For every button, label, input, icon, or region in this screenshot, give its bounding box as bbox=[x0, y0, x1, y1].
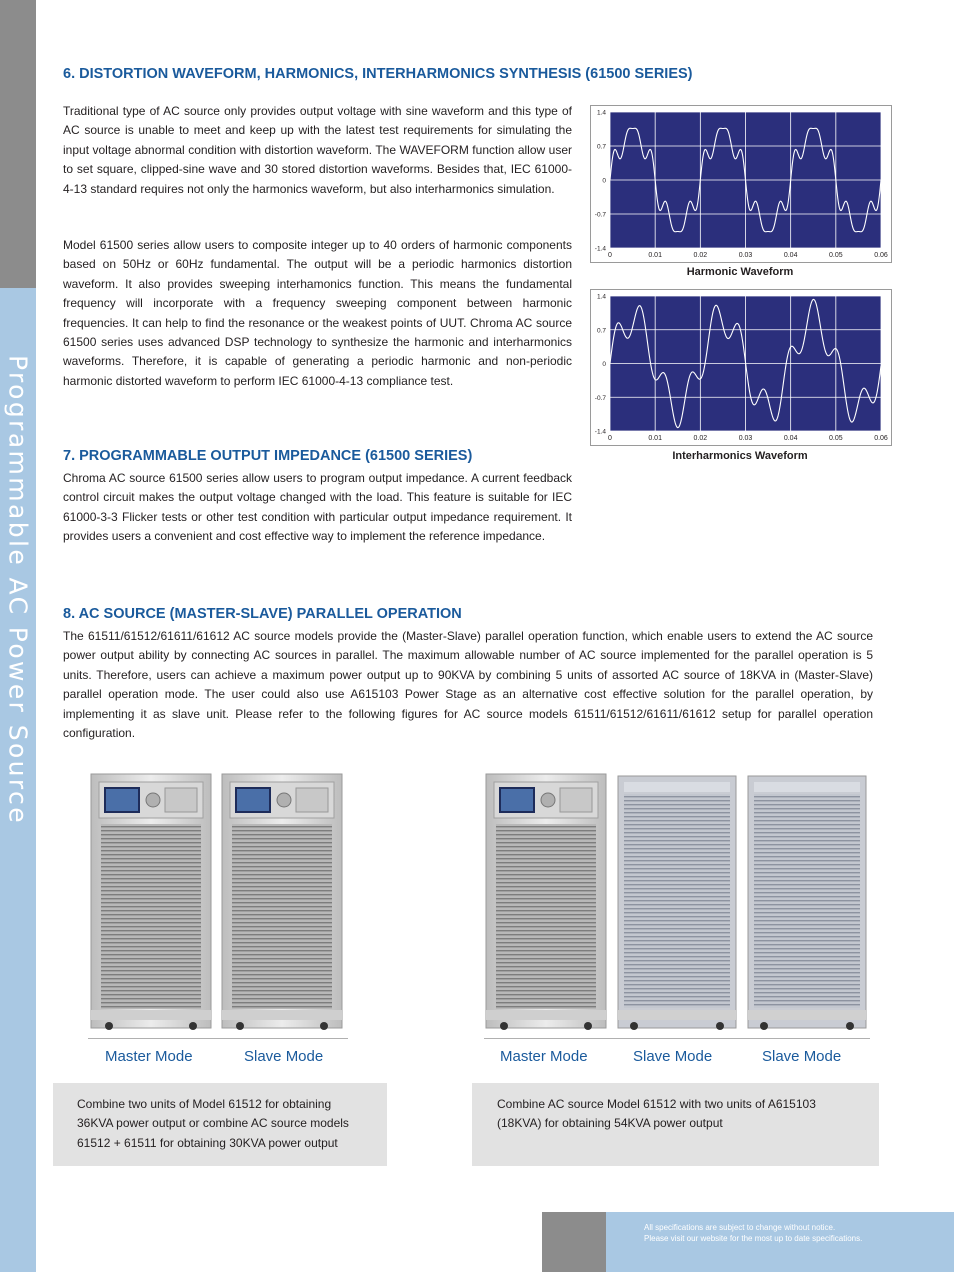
y-tick-label: 1.4 bbox=[596, 109, 606, 117]
left-slave-mode-label: Slave Mode bbox=[244, 1048, 324, 1065]
master-cabinet-right bbox=[486, 774, 606, 1030]
x-tick-label: 0.03 bbox=[738, 435, 753, 442]
footer-gray-block bbox=[542, 1212, 606, 1272]
x-tick-label: 0.03 bbox=[738, 252, 753, 259]
x-tick-label: 0.06 bbox=[874, 435, 888, 442]
right-slave-mode-label-2: Slave Mode bbox=[762, 1048, 842, 1065]
left-master-mode-label: Master Mode bbox=[105, 1048, 193, 1065]
y-tick-label: -0.7 bbox=[594, 394, 606, 402]
x-tick-label: 0.01 bbox=[648, 252, 662, 259]
interharmonics-waveform-caption: Interharmonics Waveform bbox=[672, 450, 808, 462]
left-caption-text: Combine two units of Model 61512 for obtaining 36KVA power output or combine AC source models 61512 + 61511 for obtaining 30KVA power output bbox=[77, 1097, 349, 1150]
x-tick-label: 0.04 bbox=[783, 252, 798, 259]
right-master-mode-label: Master Mode bbox=[500, 1048, 588, 1065]
x-tick-label: 0.06 bbox=[874, 252, 888, 259]
side-title: Programmable AC Power Source bbox=[3, 355, 33, 825]
x-tick-label: 0.01 bbox=[648, 435, 662, 442]
right-slave-mode-label-1: Slave Mode bbox=[633, 1048, 713, 1065]
master-cabinet-left bbox=[91, 774, 211, 1030]
harmonic-waveform-chart bbox=[590, 105, 892, 263]
x-tick-label: 0 bbox=[608, 435, 612, 442]
right-floor-line bbox=[484, 1038, 870, 1039]
y-tick-label: -1.4 bbox=[594, 245, 606, 253]
sidebar-gray-block bbox=[0, 0, 36, 288]
x-tick-label: 0.05 bbox=[829, 435, 843, 442]
y-tick-label: 0 bbox=[602, 177, 606, 185]
x-tick-label: 0.02 bbox=[693, 435, 708, 442]
harmonic-waveform-caption: Harmonic Waveform bbox=[686, 266, 794, 278]
right-caption-text: Combine AC source Model 61512 with two units of A615103 (18KVA) for obtaining 54KVA power output bbox=[497, 1097, 816, 1131]
x-tick-label: 0 bbox=[608, 252, 612, 259]
y-tick-label: 0.7 bbox=[596, 143, 606, 151]
x-tick-label: 0.04 bbox=[783, 435, 798, 442]
section8-heading: 8. AC SOURCE (MASTER-SLAVE) PARALLEL OPERATION bbox=[63, 606, 462, 622]
section6-paragraph-2: Model 61500 series allow users to composite integer up to 40 orders of harmonic components based on 50Hz or 60Hz fundamental. The output will be a periodic harmonics distortion waveform. It also provides sweeping interhamonics function. This means the fundamental frequency will incorporate with a frequency sweeping component between harmonic frequencies. It can help to find the resonance or the weakest points of UUT. Chroma AC source 61500 series uses advanced DSP technology to synthesize the harmonic and interharmonics waveforms. Therefore, it is capable of generating a periodic harmonic and non-periodic harmonic distorted waveform to perform IEC 61000-4-13 compliance test. bbox=[63, 238, 572, 388]
y-tick-label: 1.4 bbox=[596, 293, 606, 301]
footer-line-2: Please visit our website for the most up to date specifications. bbox=[644, 1234, 863, 1243]
footer-line-1: All specifications are subject to change without notice. bbox=[644, 1223, 836, 1232]
section8-paragraph: The 61511/61512/61611/61612 AC source models provide the (Master-Slave) parallel operation function, which enable users to extend the AC source power output ability by connecting AC sources in parallel. The maximum allowable number of AC source implemented for the parallel operation is 5 units. Therefore, users can achieve a maximum power output up to 90KVA by combining 5 units of assorted AC source of 18KVA in (Master-Slave) parallel operation mode. The user could also use A615103 Power Stage as an alternative cost effective solution for the parallel operation, by implementing it as slave unit. Please refer to the following figures for AC source models 61511/61512/61611/61612 setup for parallel operation configuration. bbox=[63, 629, 873, 741]
section7-paragraph: Chroma AC source 61500 series allow users to program output impedance. A current feedback control circuit makes the output voltage changed with the load. This feature is suitable for IEC 61000-3-3 Flicker tests or other test condition with particular output impedance requirement. It provides users a convenient and cost effective way to implement the reference impedance. bbox=[63, 471, 572, 544]
y-tick-label: -1.4 bbox=[594, 428, 606, 436]
right-caption-box bbox=[472, 1083, 879, 1166]
x-tick-label: 0.05 bbox=[829, 252, 843, 259]
slave-power-stage-1 bbox=[618, 776, 736, 1030]
y-tick-label: 0 bbox=[602, 361, 606, 368]
section7-heading: 7. PROGRAMMABLE OUTPUT IMPEDANCE (61500 SERIES) bbox=[63, 448, 473, 464]
x-tick-label: 0.02 bbox=[693, 252, 708, 259]
left-floor-line bbox=[88, 1038, 348, 1039]
y-tick-label: -0.7 bbox=[594, 211, 606, 219]
y-tick-label: 0.7 bbox=[596, 327, 606, 335]
left-caption-box bbox=[53, 1083, 387, 1166]
slave-cabinet-left bbox=[222, 774, 342, 1030]
footer-disclaimer bbox=[644, 1222, 862, 1244]
slave-power-stage-2 bbox=[748, 776, 866, 1030]
section6-heading: 6. DISTORTION WAVEFORM, HARMONICS, INTERHARMONICS SYNTHESIS (61500 SERIES) bbox=[63, 66, 693, 82]
section6-paragraph-1: Traditional type of AC source only provides output voltage with sine waveform and this type of AC source is unable to meet and keep up with the latest test requirements for simulating the input voltage abnormal condition with distortion waveform. The WAVEFORM function allow user to set square, clipped-sine wave and 30 stored distortion waveforms. Besides that, IEC 61000-4-13 standard requires not only the harmonics waveform, but also interharmonics simulation. bbox=[63, 104, 572, 196]
interharmonics-waveform-chart bbox=[590, 289, 892, 446]
